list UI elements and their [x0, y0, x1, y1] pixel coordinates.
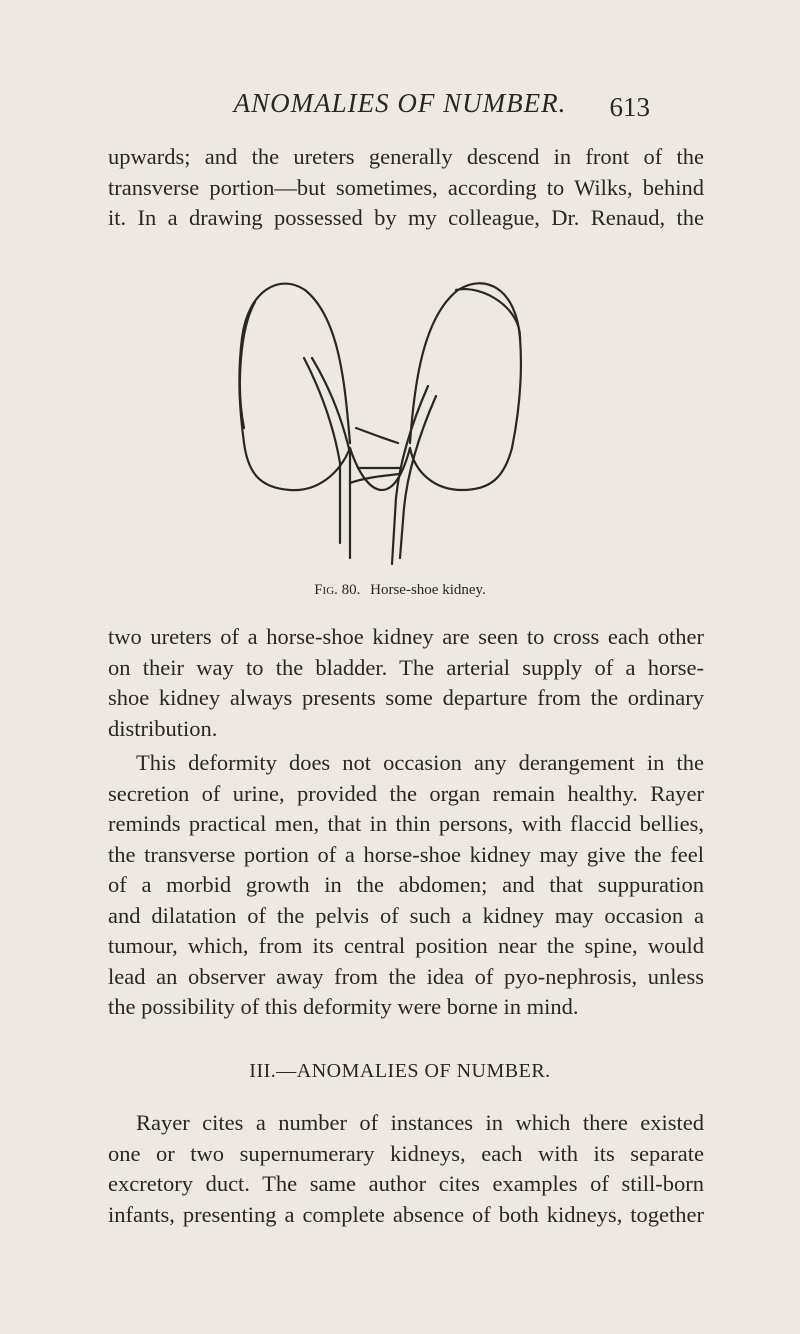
right-kidney-hilum — [456, 289, 520, 340]
text-line: distribution. — [108, 715, 218, 741]
section-heading: III.—ANOMALIES OF NUMBER. — [249, 1060, 551, 1082]
text-line: it. In a drawing possessed by my colleague, Dr. Renaud, the — [108, 205, 704, 230]
page-number: 613 — [609, 92, 650, 122]
text-line: reminds practical men, that in thin persons, with flaccid bellies, — [108, 811, 704, 836]
figure-caption-text: Horse-shoe kidney. — [370, 582, 486, 598]
text-line: upwards; and the ureters generally descend in front of the — [108, 144, 704, 169]
text-line: the possibility of this deformity were borne in mind. — [108, 994, 579, 1019]
text-line: Rayer cites a number of instances in which there existed — [136, 1110, 704, 1135]
left-kidney-outline — [239, 284, 350, 491]
figure-label: Fig. 80. — [314, 582, 361, 598]
text-line: excretory duct. The same author cites examples of still-born — [108, 1171, 704, 1196]
text-line: of a morbid growth in the abdomen; and that suppuration — [108, 872, 704, 897]
text-line: transverse portion—but sometimes, according to Wilks, behind — [108, 174, 704, 200]
figure-caption — [0, 582, 800, 599]
paragraph-3 — [108, 748, 704, 1023]
paragraph-2 — [108, 622, 704, 744]
text-line: tumour, which, from its central position near the spine, would — [108, 933, 704, 958]
text-line: one or two supernumerary kidneys, each with its separate — [108, 1140, 704, 1166]
text-line: the transverse portion of a horse-shoe kidney may give the feel — [108, 841, 704, 867]
text-line: infants, presenting a complete absence of both kidneys, together — [108, 1201, 704, 1227]
paragraph-1 — [108, 142, 704, 234]
text-line: two ureters of a horse-shoe kidney are seen to cross each other — [108, 624, 704, 649]
left-kidney-hilum — [240, 302, 255, 428]
text-line: and dilatation of the pelvis of such a kidney may occasion a — [108, 902, 704, 928]
running-title: ANOMALIES OF NUMBER. — [233, 88, 567, 118]
paragraph-4 — [108, 1108, 704, 1230]
text-line: This deformity does not occasion any derangement in the — [136, 750, 704, 775]
text-line: on their way to the bladder. The arterial supply of a horse- — [108, 654, 704, 680]
text-line: lead an observer away from the idea of pyo-nephrosis, unless — [108, 963, 704, 989]
text-line: shoe kidney always presents some departure from the ordinary — [108, 685, 704, 710]
text-line: secretion of urine, provided the organ remain healthy. Rayer — [108, 780, 704, 806]
horse-shoe-kidney-figure — [200, 278, 560, 578]
